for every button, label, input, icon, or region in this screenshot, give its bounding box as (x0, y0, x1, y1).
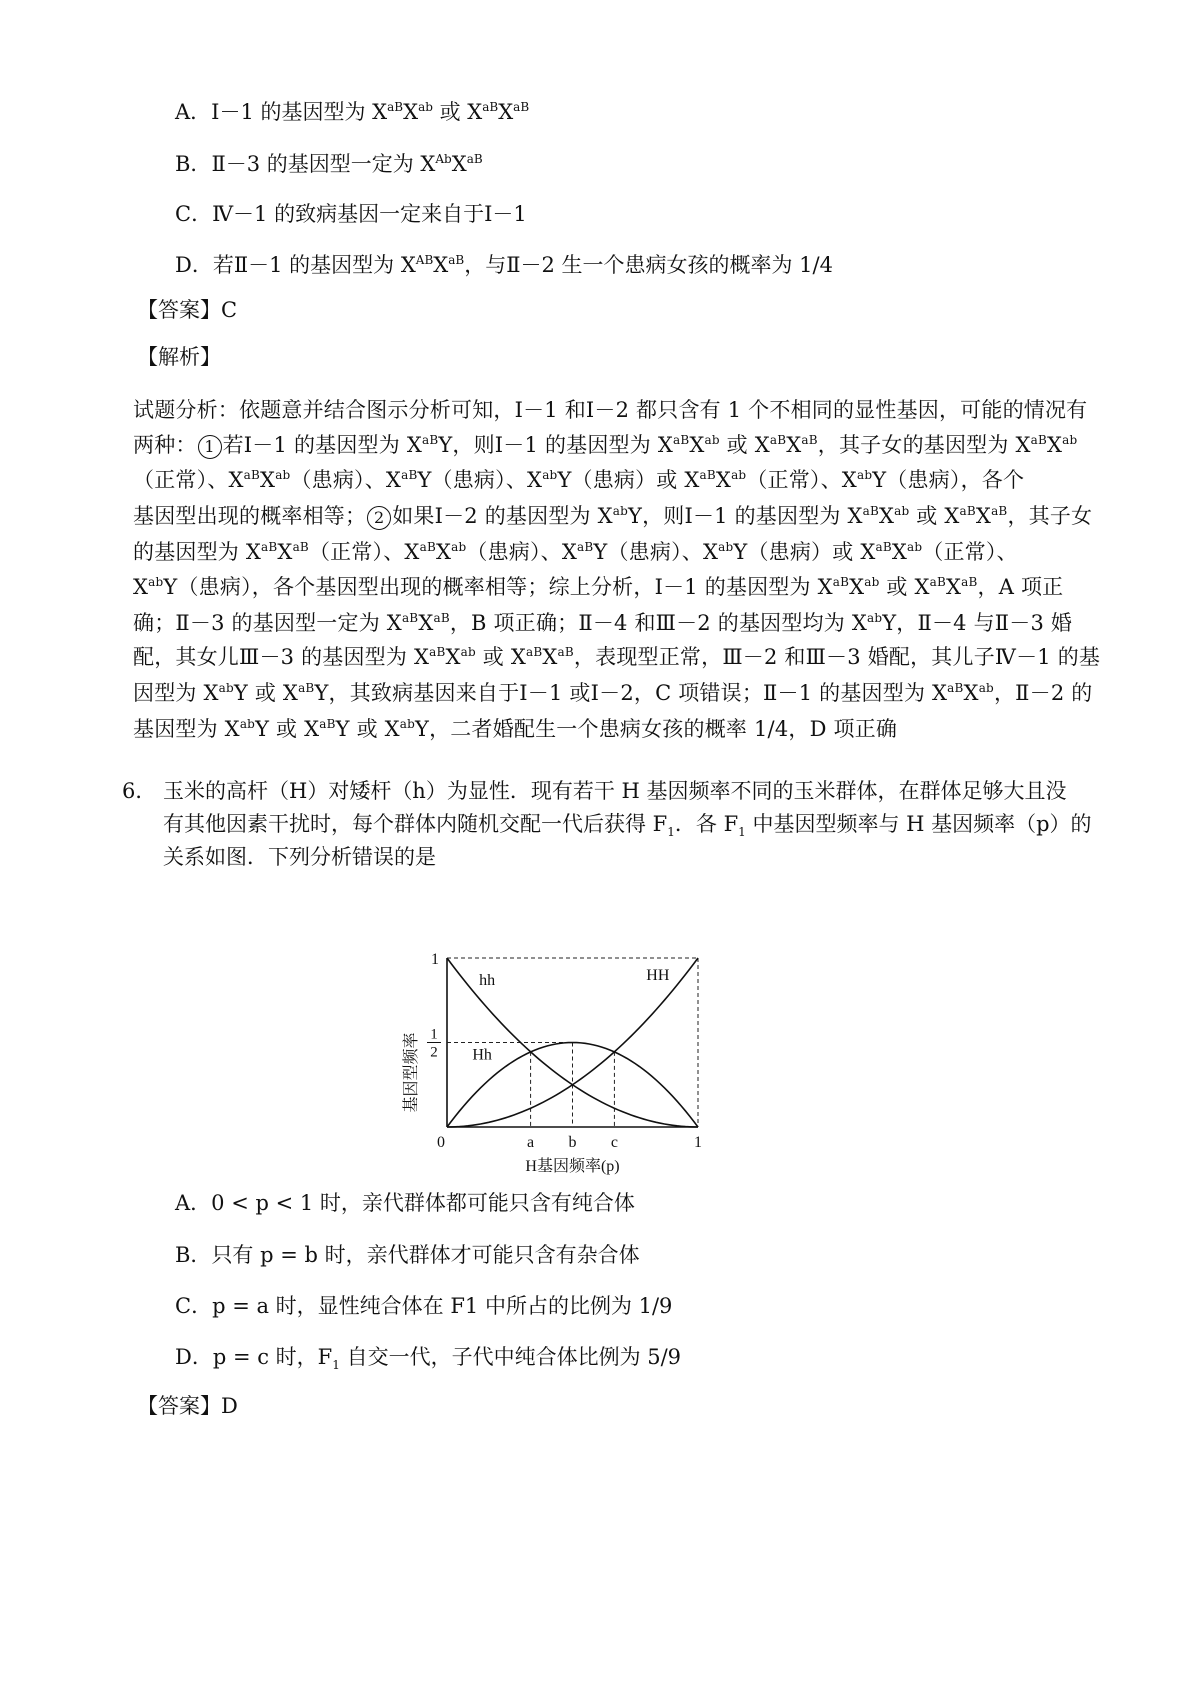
q6-answer: 【答案】D (137, 1394, 238, 1418)
x-tick-label: 0 (437, 1134, 445, 1151)
analysis-line: （正常）、$X^{aB}X^{ab}$（患病）、$X^{aB}Y$（患病）、$X^{ab}Y$（患病）或 $X^{aB}X^{ab}$（正常）、$X^{ab}Y$（患病），各个 (133, 468, 1025, 492)
x-tick-label: c (610, 1134, 618, 1151)
q6-option-a: A．0 < p < 1 时，亲代群体都可能只含有纯合体 (175, 1191, 635, 1215)
analysis-line: 的基因型为 $X^{aB}X^{aB}$（正常）、$X^{aB}X^{ab}$（患病）、$X^{aB}Y$（患病）、$X^{ab}Y$（患病）或 $X^{aB}X^{ab}$（正常）、 (133, 540, 1018, 564)
q6-stem-line: 玉米的高杆（H）对矮杆（h）为显性．现有若干 H 基因频率不同的玉米群体，在群体足够大且没 (163, 779, 1067, 803)
q5-answer: 【答案】C (137, 298, 238, 322)
y-axis-label: 基因型频率 (403, 1032, 420, 1113)
analysis-line: $X^{ab}Y$（患病），各个基因型出现的概率相等；综上分析，Ⅰ－1 的基因型为 $X^{aB}X^{ab}$ 或 $X^{aB}X^{aB}$，A 项正 (133, 575, 1064, 599)
q5-option-d: D．若Ⅱ－1 的基因型为 $X^{AB}X^{aB}$，与Ⅱ－2 生一个患病女孩的概率为 1/4 (175, 253, 833, 277)
analysis-line: 基因型为 $X^{ab}Y$ 或 $X^{aB}Y$ 或 $X^{ab}Y$，二者婚配生一个患病女孩的概率 1/4，D 项正确 (133, 717, 898, 741)
q6-option-b: B．只有 p = b 时，亲代群体才可能只含有杂合体 (175, 1243, 640, 1267)
q5-option-c: C．Ⅳ－1 的致病基因一定来自于Ⅰ－1 (175, 202, 527, 226)
series-label-Hh: Hh (472, 1046, 492, 1064)
fraction-numerator: 1 (430, 1026, 438, 1043)
q5-option-b: B．Ⅱ－3 的基因型一定为 $X^{Ab}X^{aB}$ (175, 152, 483, 176)
q6-option-d: D．p = c 时，$F_1$ 自交一代，子代中纯合体比例为 5/9 (175, 1345, 682, 1372)
analysis-line: 试题分析：依题意并结合图示分析可知，Ⅰ－1 和Ⅰ－2 都只含有 1 个不相同的显性基因，可能的情况有 (133, 398, 1088, 422)
x-tick-label: 1 (694, 1134, 702, 1151)
analysis-line: 因型为 $X^{ab}Y$ 或 $X^{aB}Y$，其致病基因来自于Ⅰ－1 或Ⅰ－2，C 项错误；Ⅱ－1 的基因型为 $X^{aB}X^{ab}$，Ⅱ－2 的 (133, 681, 1093, 705)
analysis-line: 基因型出现的概率相等； 2 如果Ⅰ－2 的基因型为 $X^{ab}Y$，则Ⅰ－1 的基因型为 $X^{aB}X^{ab}$ 或 $X^{aB}X^{aB}$，其子女 (133, 504, 1093, 528)
x-tick-label: b (568, 1134, 577, 1151)
analysis-line: 确；Ⅱ－3 的基因型一定为 $X^{aB}X^{aB}$，B 项正确；Ⅱ－4 和Ⅲ－2 的基因型均为 $X^{ab}Y$，Ⅱ－4 与Ⅱ－3 婚 (133, 611, 1073, 635)
y-tick-label: 1 (431, 951, 439, 968)
q6-option-c: C．p = a 时，显性纯合体在 F1 中所占的比例为 1/9 (175, 1294, 673, 1318)
analysis-line: 两种： 1 若Ⅰ－1 的基因型为 $X^{aB}Y$，则Ⅰ－1 的基因型为 $X^{aB}X^{ab}$ 或 $X^{aB}X^{aB}$，其子女的基因型为 $X^{aB}X^{ab}$ (133, 433, 1078, 457)
fraction-denominator: 2 (430, 1044, 438, 1061)
q6-stem-line: 关系如图．下列分析错误的是 (163, 845, 436, 869)
x-axis-label: H基因频率(p) (525, 1158, 620, 1175)
q5-option-a: A．Ⅰ－1 的基因型为 $X^{aB}X^{ab}$ 或 $X^{aB}X^{aB}$ (175, 100, 530, 124)
q6-stem-line: 有其他因素干扰时，每个群体内随机交配一代后获得 $F_1$．各 $F_1$ 中基因型频率与 H 基因频率（p）的 (163, 812, 1092, 839)
q5-analysis-label: 【解析】 (137, 345, 221, 369)
x-tick-label: a (527, 1134, 535, 1151)
q6-number: 6． (122, 779, 157, 803)
series-label-HH: HH (646, 966, 670, 984)
y-tick-label-half (427, 1027, 441, 1061)
series-label-hh: hh (479, 972, 496, 990)
analysis-line: 配，其女儿Ⅲ－3 的基因型为 $X^{aB}X^{ab}$ 或 $X^{aB}X^{aB}$，表现型正常，Ⅲ－2 和Ⅲ－3 婚配，其儿子Ⅳ－1 的基 (133, 645, 1101, 669)
